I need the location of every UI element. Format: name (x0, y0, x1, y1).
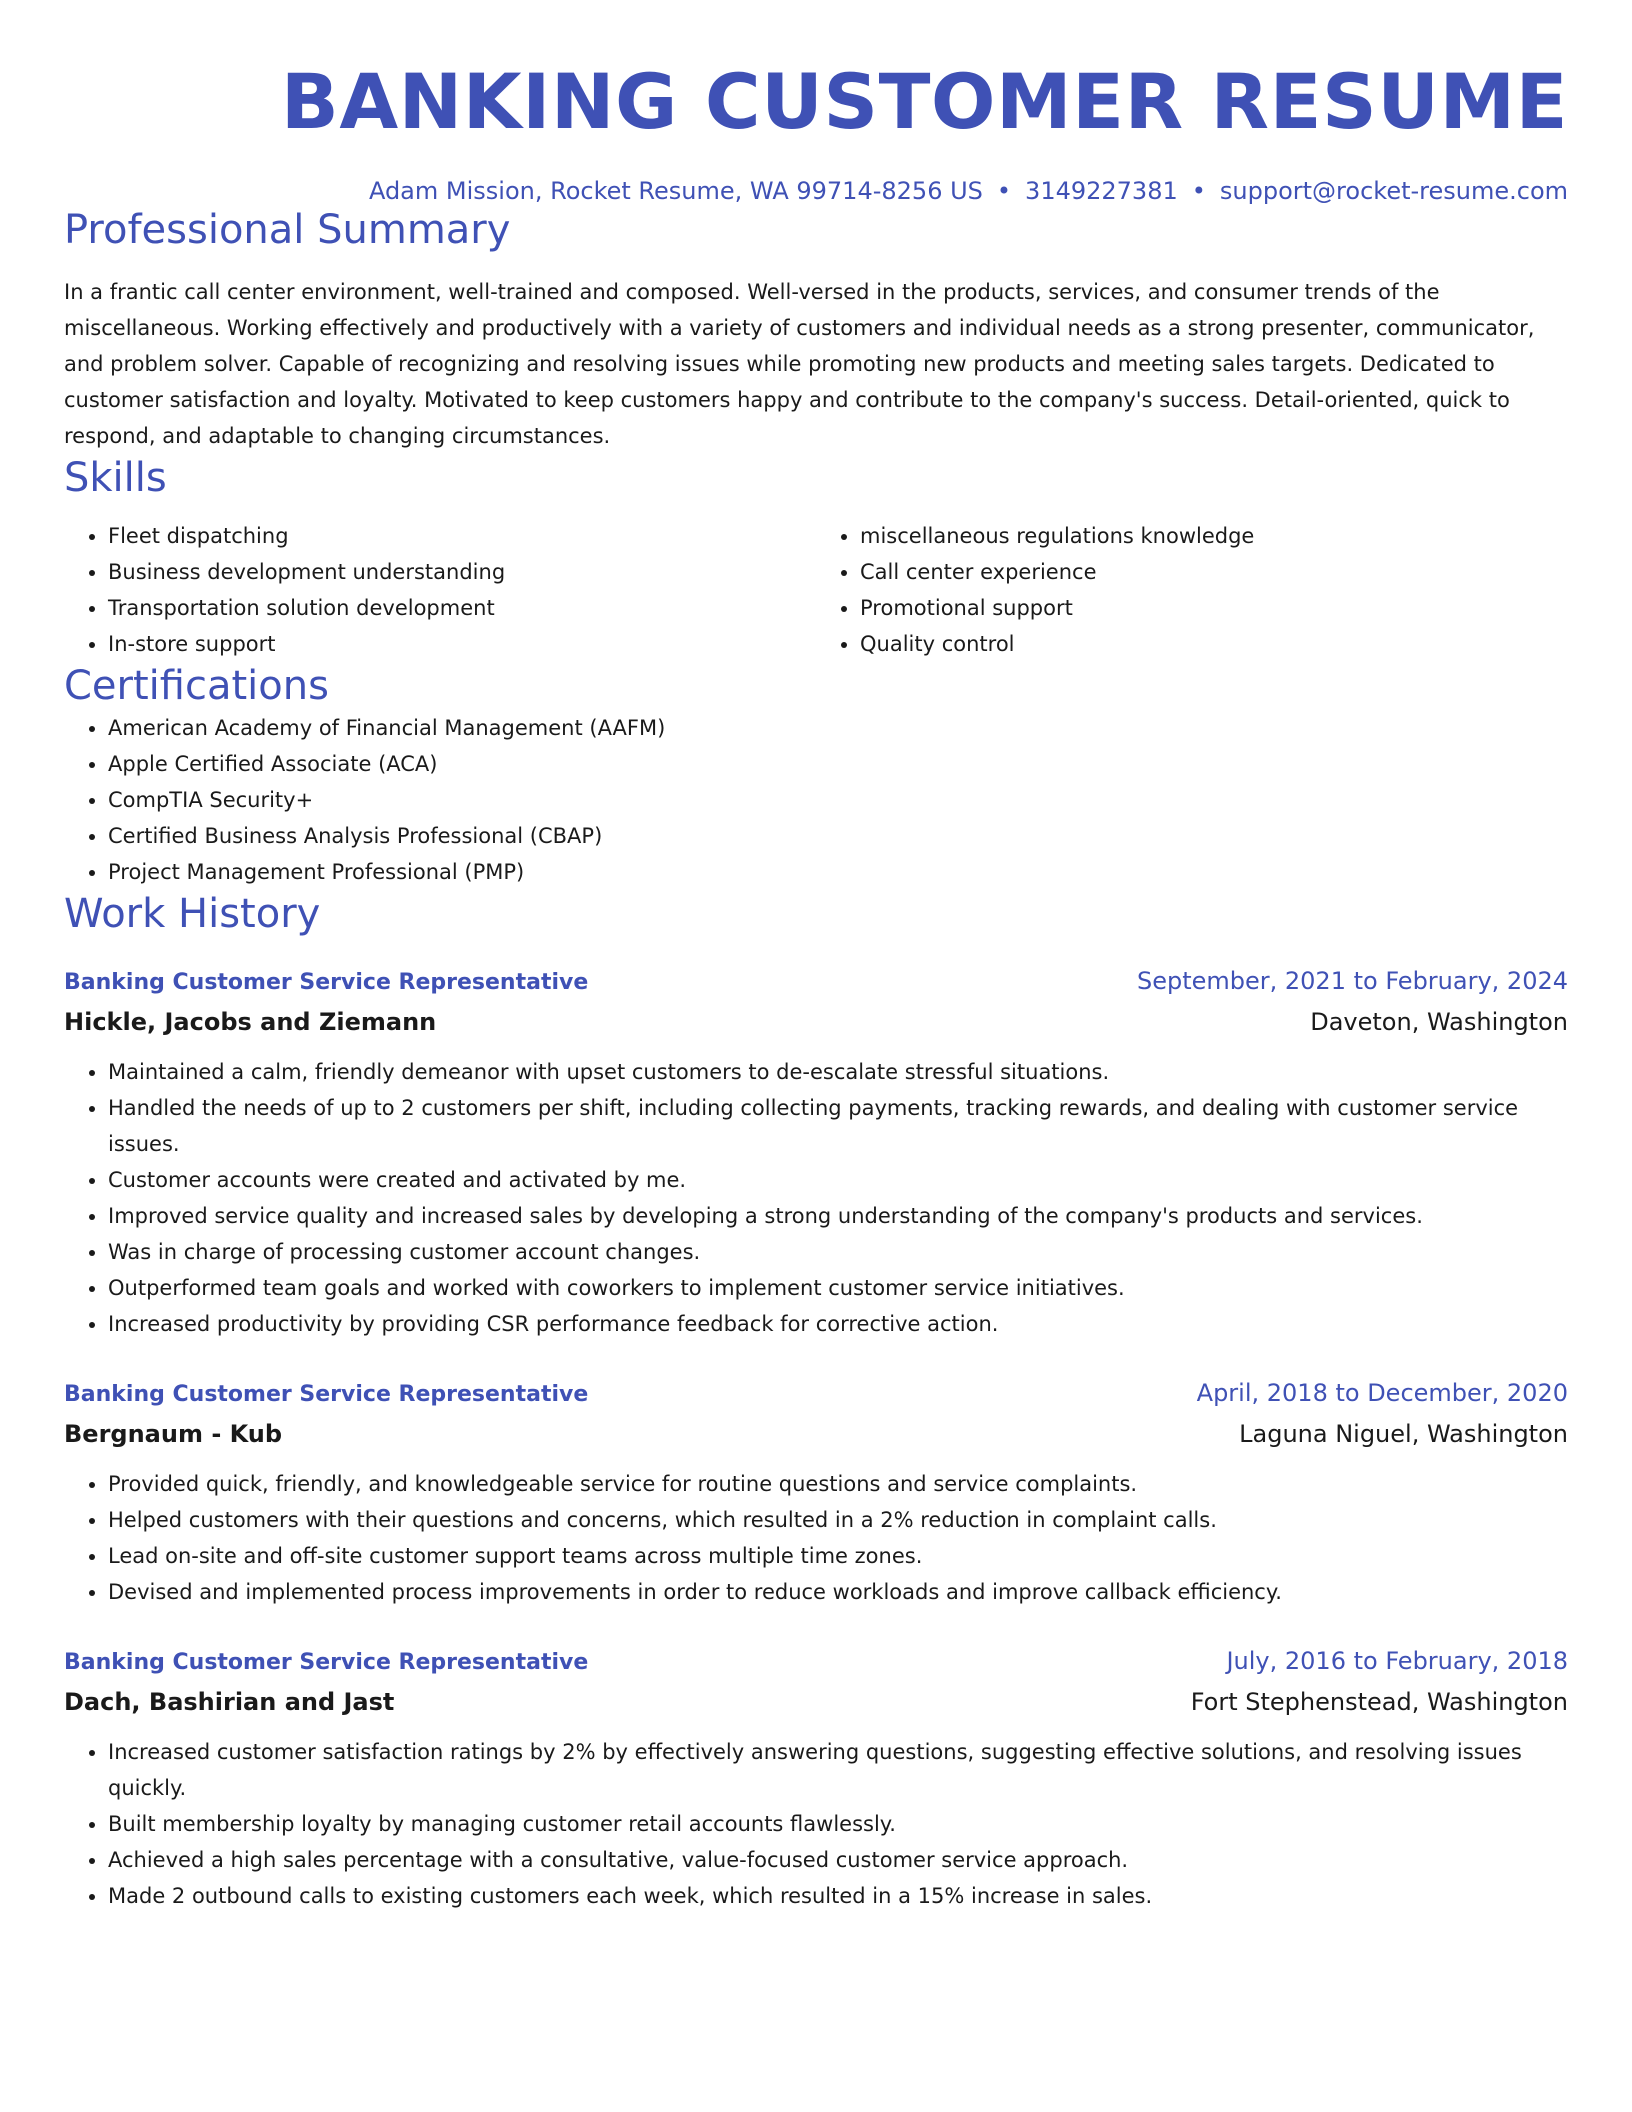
certification-item: • Project Management Professional (PMP) (108, 854, 1568, 890)
certification-item: • American Academy of Financial Management (AAFM) (108, 710, 1568, 746)
job-company-row (64, 1414, 1568, 1454)
job-bullet: • Provided quick, friendly, and knowledgeable service for routine questions and service complaints. (108, 1466, 1568, 1502)
skills-heading: Skills (64, 455, 167, 501)
work-history-heading: Work History (64, 891, 321, 937)
job-bullet: • Improved service quality and increased sales by developing a strong understanding of the company's products and services. (108, 1198, 1568, 1234)
job-header-row (64, 962, 1568, 1002)
job-bullet: • Maintained a calm, friendly demeanor with upset customers to de-escalate stressful situations. (108, 1054, 1568, 1090)
skill-item: • Promotional support (860, 590, 1568, 626)
certification-item: • Certified Business Analysis Professional (CBAP) (108, 818, 1568, 854)
job-company: Bergnaum - Kub (64, 1420, 283, 1448)
job-company: Hickle, Jacobs and Ziemann (64, 1008, 437, 1036)
skill-item: • Quality control (860, 626, 1568, 662)
job-company-row (64, 1682, 1568, 1722)
job-entry (64, 1374, 1568, 1610)
job-company-row (64, 1002, 1568, 1042)
certification-item: • Apple Certified Associate (ACA) (108, 746, 1568, 782)
certifications-list (64, 710, 1568, 890)
job-bullet: • Outperformed team goals and worked with coworkers to implement customer service initiatives. (108, 1270, 1568, 1306)
job-location: Fort Stephenstead, Washington (1190, 1688, 1568, 1716)
skills-list-left (64, 518, 816, 662)
job-bullet: • Increased productivity by providing CSR performance feedback for corrective action. (108, 1306, 1568, 1342)
certification-item: • CompTIA Security+ (108, 782, 1568, 818)
skills-grid (64, 518, 1568, 662)
job-dates: September, 2021 to February, 2024 (1136, 967, 1568, 995)
skill-item: • In-store support (108, 626, 816, 662)
job-bullet: • Made 2 outbound calls to existing customers each week, which resulted in a 15% increase in sales. (108, 1878, 1568, 1914)
skill-item: • Call center experience (860, 554, 1568, 590)
resume-title: BANKING CUSTOMER RESUME (280, 57, 1568, 146)
skill-item: • miscellaneous regulations knowledge (860, 518, 1568, 554)
job-bullet: • Lead on-site and off-site customer support teams across multiple time zones. (108, 1538, 1568, 1574)
job-bullet: • Customer accounts were created and activated by me. (108, 1162, 1568, 1198)
job-bullet: • Devised and implemented process improvements in order to reduce workloads and improve callback efficiency. (108, 1574, 1568, 1610)
contact-phone: 3149227381 (1025, 177, 1178, 205)
contact-separator: • (996, 177, 1012, 205)
job-bullets (64, 1466, 1568, 1610)
contact-email[interactable]: support@rocket-resume.com (1219, 177, 1568, 205)
job-bullet: • Achieved a high sales percentage with a consultative, value-focused customer service approach. (108, 1842, 1568, 1878)
skill-item: • Fleet dispatching (108, 518, 816, 554)
job-bullets (64, 1054, 1568, 1342)
job-title: Banking Customer Service Representative (64, 1650, 589, 1675)
summary-text: In a frantic call center environment, well-trained and composed. Well-versed in the products, services, and consumer trends of the miscellaneous. Working effectively and productively with a variety of customers and individual needs as a strong presenter, communicator, and problem solver. Capable of recognizing and resolving issues while promoting new products and meeting sales targets. Dedicated to customer satisfaction and loyalty. Motivated to keep customers happy and contribute to the company's success. Detail-oriented, quick to respond, and adaptable to changing circumstances. (64, 280, 1535, 448)
skill-item: • Business development understanding (108, 554, 816, 590)
job-company: Dach, Bashirian and Jast (64, 1688, 395, 1716)
job-entry (64, 962, 1568, 1342)
job-location: Daveton, Washington (1310, 1008, 1568, 1036)
skill-item: • Transportation solution development (108, 590, 816, 626)
job-dates: July, 2016 to February, 2018 (1226, 1647, 1568, 1675)
job-entry (64, 1642, 1568, 1914)
job-header-row (64, 1642, 1568, 1682)
job-header-row (64, 1374, 1568, 1414)
job-bullet: • Built membership loyalty by managing customer retail accounts flawlessly. (108, 1806, 1568, 1842)
job-title: Banking Customer Service Representative (64, 1382, 589, 1407)
job-bullet: • Handled the needs of up to 2 customers per shift, including collecting payments, tracking rewards, and dealing with customer service issues. (108, 1090, 1568, 1162)
certifications-heading: Certifications (64, 663, 329, 709)
job-bullet: • Helped customers with their questions and concerns, which resulted in a 2% reduction in complaint calls. (108, 1502, 1568, 1538)
contact-line (64, 176, 1568, 206)
job-title: Banking Customer Service Representative (64, 970, 589, 995)
contact-separator: • (1191, 177, 1206, 205)
job-bullets (64, 1734, 1568, 1914)
summary-heading: Professional Summary (64, 207, 511, 253)
job-dates: April, 2018 to December, 2020 (1196, 1379, 1568, 1407)
job-location: Laguna Niguel, Washington (1239, 1420, 1568, 1448)
skills-list-right (816, 518, 1568, 662)
job-bullet: • Increased customer satisfaction ratings by 2% by effectively answering questions, suggesting effective solutions, and resolving issues quickly. (108, 1734, 1568, 1806)
contact-address: Adam Mission, Rocket Resume, WA 99714-8256 US (368, 177, 983, 205)
job-bullet: • Was in charge of processing customer account changes. (108, 1234, 1568, 1270)
